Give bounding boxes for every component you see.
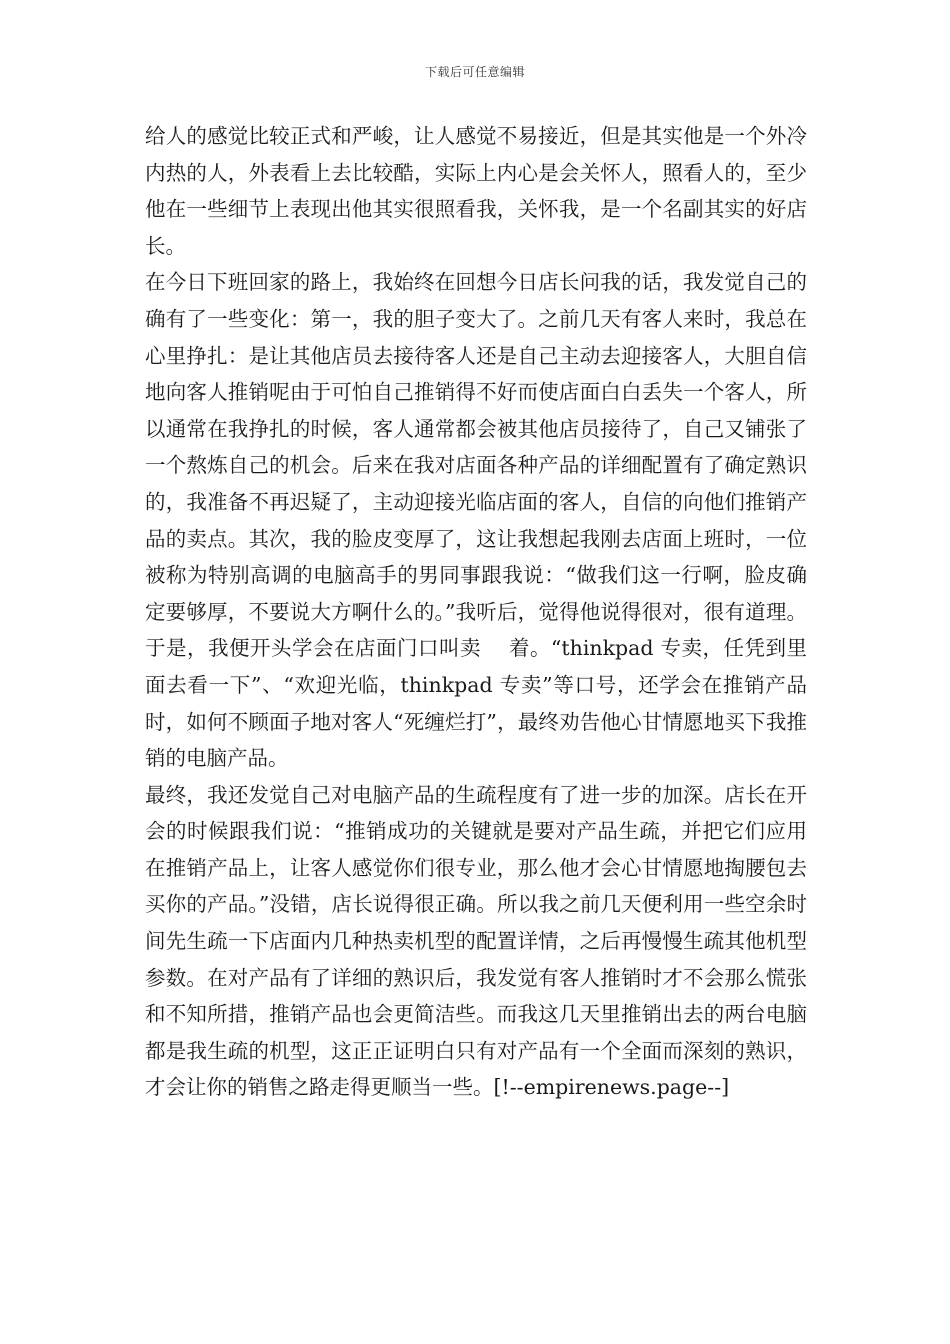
document-body	[145, 118, 807, 1106]
paragraph-2: 在今日下班回家的路上，我始终在回想今日店长问我的话，我发觉自己的确有了一些变化：第一，我的胆子变大了。之前几天有客人来时，我总在心里挣扎：是让其他店员去接待客人还是自己主动去迎接客人，大胆自信地向客人推销呢由于可怕自己推销得不好而使店面白白丢失一个客人，所以通常在我挣扎的时候，客人通常都会被其他店员接待了，自己又铺张了一个熬炼自己的机会。后来在我对店面各种产品的详细配置有了确定熟识的，我准备不再迟疑了，主动迎接光临店面的客人，自信的向他们推销产品的卖点。其次，我的脸皮变厚了，这让我想起我刚去店面上班时，一位被称为特别高调的电脑高手的男同事跟我说：“做我们这一行啊，脸皮确定要够厚，不要说大方啊什么的。”我听后，觉得他说得很对，很有道理。于是，我便开头学会在店面门口叫卖 着。“thinkpad 专卖，任凭到里面去看一下”、“欢迎光临，thinkpad 专卖”等口号，还学会在推销产品时，如何不顾面子地对客人“死缠烂打”，最终劝告他心甘情愿地买下我推销的电脑产品。	[145, 270, 807, 771]
page-header: 下载后可任意编辑	[424, 65, 525, 79]
paragraph-1: 给人的感觉比较正式和严峻，让人感觉不易接近，但是其实他是一个外冷内热的人，外表看上去比较酷，实际上内心是会关怀人，照看人的，至少他在一些细节上表现出他其实很照看我，关怀我，是一个名副其实的好店长。	[145, 124, 807, 258]
paragraph-3: 最终，我还发觉自己对电脑产品的生疏程度有了进一步的加深。店长在开会的时候跟我们说：“推销成功的关键就是要对产品生疏，并把它们应用在推销产品上，让客人感觉你们很专业，那么他才会心甘情愿地掏腰包去买你的产品。”没错，店长说得很正确。所以我之前几天便利用一些空余时间先生疏一下店面内几种热卖机型的配置详情，之后再慢慢生疏其他机型参数。在对产品有了详细的熟识后，我发觉有客人推销时才不会那么慌张和不知所措，推销产品也会更简洁些。而我这几天里推销出去的两台电脑都是我生疏的机型，这正正证明白只有对产品有一个全面而深刻的熟识，才会让你的销售之路走得更顺当一些。[!--empirenews.page--]	[145, 782, 807, 1100]
